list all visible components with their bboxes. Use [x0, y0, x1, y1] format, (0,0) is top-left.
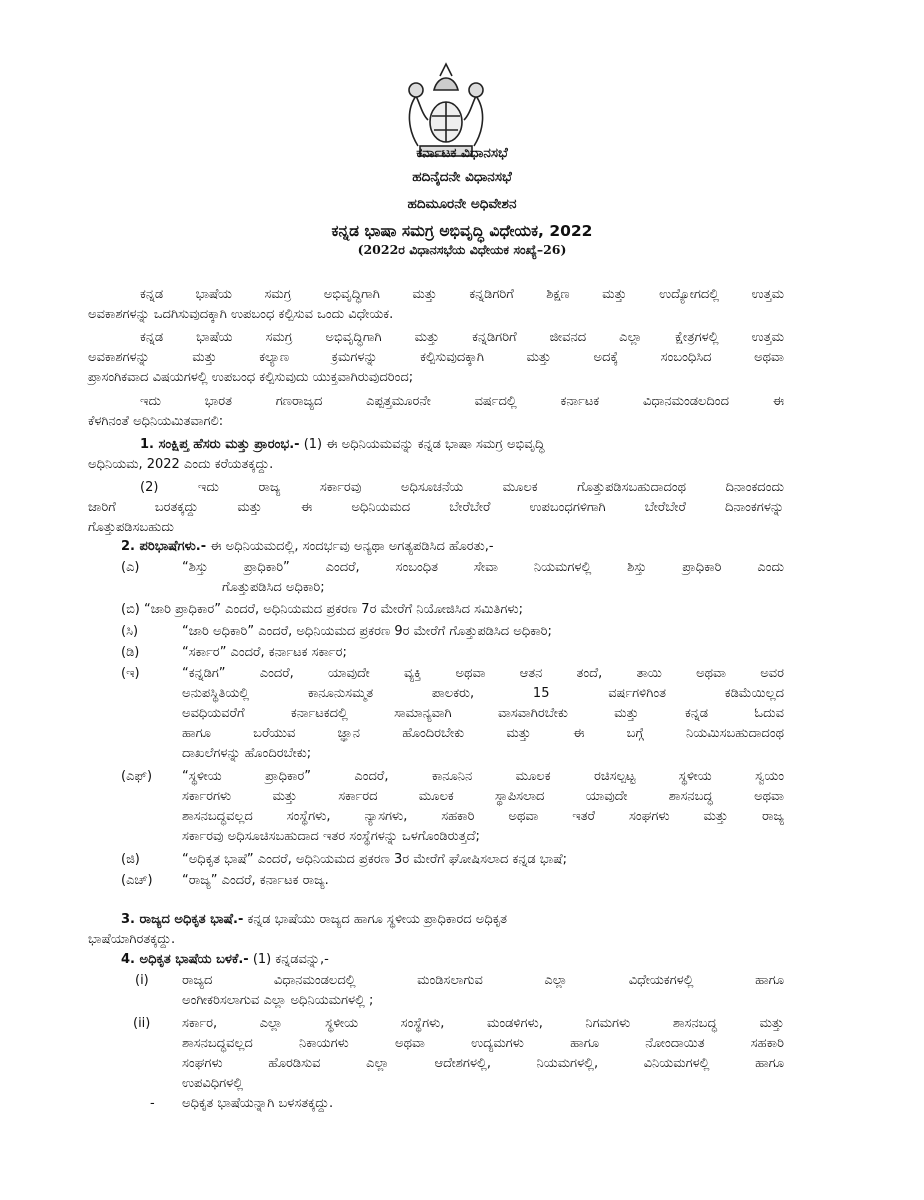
- clause-label: (ಎಫ್): [121, 769, 153, 784]
- bill-number: (2022ರ ವಿಧಾನಸಭೆಯ ವಿಧೇಯಕ ಸಂಖ್ಯೆ–26): [357, 242, 567, 257]
- definition-line: ಅವಧಿಯವರೆಗೆ ಕರ್ನಾಟಕದಲ್ಲಿ ಸಾಮಾನ್ಯವಾಗಿ ವಾಸವಾಗಿರಬೇಕು ಮತ್ತು ಕನ್ನಡ ಓದುವ: [182, 706, 784, 721]
- definition-line: “ಅಧಿಕೃತ ಭಾಷೆ” ಎಂದರೆ, ಅಧಿನಿಯಮದ ಪ್ರಕರಣ 3ರ ಮೇರೆಗೆ ಘೋಷಿಸಲಾದ ಕನ್ನಡ ಭಾಷೆ;: [182, 852, 567, 867]
- section-1-heading: 1. ಸಂಕ್ಷಿಪ್ತ ಹೆಸರು ಮತ್ತು ಪ್ರಾರಂಭ.-: [140, 437, 300, 452]
- definition-line: ಗೊತ್ತುಪಡಿಸಿದ ಅಧಿಕಾರಿ;: [222, 580, 325, 595]
- section-1-line: ಗೊತ್ತುಪಡಿಸಬಹುದು: [88, 520, 174, 535]
- definition-line: ಹಾಗೂ ಬರೆಯುವ ಜ್ಞಾನ ಹೊಂದಿರಬೇಕು ಮತ್ತು ಈ ಬಗ್ಗೆ ನಿಯಮಿಸಬಹುದಾದಂಥ: [182, 726, 784, 741]
- clause-label: (ಎ): [121, 560, 140, 575]
- definition-line: ಸರ್ಕಾರಗಳು ಮತ್ತು ಸರ್ಕಾರದ ಮೂಲಕ ಸ್ಥಾಪಿಸಲಾದ ಯಾವುದೇ ಶಾಸನಬದ್ಧ ಅಥವಾ: [182, 789, 784, 804]
- preamble-line: ಕನ್ನಡ ಭಾಷೆಯ ಸಮಗ್ರ ಅಭಿವೃದ್ಧಿಗಾಗಿ ಮತ್ತು ಕನ್ನಡಿಗರಿಗೆ ಶಿಕ್ಷಣ ಮತ್ತು ಉದ್ಯೋಗದಲ್ಲಿ ಉತ್ತಮ: [140, 287, 784, 302]
- usage-line: ಅಧಿಕೃತ ಭಾಷೆಯನ್ನಾಗಿ ಬಳಸತಕ್ಕದ್ದು.: [182, 1096, 334, 1111]
- assembly-name: ಕರ್ನಾಟಕ ವಿಧಾನಸಭೆ: [416, 145, 508, 161]
- definition-line: ಶಾಸನಬದ್ಧವಲ್ಲದ ಸಂಸ್ಥೆಗಳು, ನ್ಯಾಸಗಳು, ಸಹಕಾರಿ ಅಥವಾ ಇತರೆ ಸಂಘಗಳು ಮತ್ತು ರಾಜ್ಯ: [182, 809, 784, 824]
- usage-line: ರಾಜ್ಯದ ವಿಧಾನಮಂಡಲದಲ್ಲಿ ಮಂಡಿಸಲಾಗುವ ಎಲ್ಲಾ ವಿಧೇಯಕಗಳಲ್ಲಿ ಹಾಗೂ: [182, 973, 784, 988]
- preamble-line: ಕೆಳಗಿನಂತೆ ಅಧಿನಿಯಮಿತವಾಗಲಿ:: [88, 414, 224, 429]
- usage-line: ಶಾಸನಬದ್ಧವಲ್ಲದ ನಿಕಾಯಗಳು ಅಥವಾ ಉದ್ಯಮಗಳು ಹಾಗೂ ನೋಂದಾಯಿತ ಸಹಕಾರಿ: [182, 1036, 784, 1051]
- assembly-term: ಹದಿನೈದನೇ ವಿಧಾನಸಭೆ: [412, 169, 512, 185]
- preamble-line: ಅವಕಾಶಗಳನ್ನು ಒದಗಿಸುವುದಕ್ಕಾಗಿ ಉಪಬಂಧ ಕಲ್ಪಿಸುವ ಒಂದು ವಿಧೇಯಕ.: [88, 307, 394, 322]
- section-1-line: [140, 435, 544, 455]
- usage-line: ಸರ್ಕಾರ, ಎಲ್ಲಾ ಸ್ಥಳೀಯ ಸಂಸ್ಥೆಗಳು, ಮಂಡಳಿಗಳು, ನಿಗಮಗಳು ಶಾಸನಬದ್ಧ ಮತ್ತು: [182, 1016, 784, 1031]
- definition-line: “ಜಾರಿ ಅಧಿಕಾರಿ” ಎಂದರೆ, ಅಧಿನಿಯಮದ ಪ್ರಕರಣ 9ರ ಮೇರೆಗೆ ಗೊತ್ತುಪಡಿಸಿದ ಅಧಿಕಾರಿ;: [182, 624, 552, 639]
- section-4-intro: (1) ಕನ್ನಡವನ್ನು,-: [248, 952, 329, 967]
- section-1-line: ಅಧಿನಿಯಮ, 2022 ಎಂದು ಕರೆಯತಕ್ಕದ್ದು.: [88, 457, 274, 472]
- section-1-line: (2) ಇದು ರಾಜ್ಯ ಸರ್ಕಾರವು ಅಧಿಸೂಚನೆಯ ಮೂಲಕ ಗೊತ್ತುಪಡಿಸಬಹುದಾದಂಥ ದಿನಾಂಕದಂದು: [140, 480, 784, 495]
- section-3-text: ಕನ್ನಡ ಭಾಷೆಯು ರಾಜ್ಯದ ಹಾಗೂ ಸ್ಥಳೀಯ ಪ್ರಾಧಿಕಾರದ ಅಧಿಕೃತ: [243, 912, 507, 927]
- preamble-line: ಪ್ರಾಸಂಗಿಕವಾದ ವಿಷಯಗಳಲ್ಲಿ ಉಪಬಂಧ ಕಲ್ಪಿಸುವುದು ಯುಕ್ತವಾಗಿರುವುದರಿಂದ;: [88, 370, 414, 385]
- preamble-line: ಅವಕಾಶಗಳನ್ನು ಮತ್ತು ಕಲ್ಯಾಣ ಕ್ರಮಗಳನ್ನು ಕಲ್ಪಿಸುವುದಕ್ಕಾಗಿ ಮತ್ತು ಅದಕ್ಕೆ ಸಂಬಂಧಿಸಿದ ಅಥವಾ: [88, 350, 784, 365]
- section-3-heading: 3. ರಾಜ್ಯದ ಅಧಿಕೃತ ಭಾಷೆ.-: [121, 912, 244, 927]
- section-2-heading: 2. ಪರಿಭಾಷೆಗಳು.-: [121, 539, 207, 554]
- section-4-heading: 4. ಅಧಿಕೃತ ಭಾಷೆಯ ಬಳಕೆ.-: [121, 952, 249, 967]
- usage-line: ಉಪವಿಧಿಗಳಲ್ಲಿ: [182, 1076, 244, 1091]
- section-2-intro: ಈ ಅಧಿನಿಯಮದಲ್ಲಿ, ಸಂದರ್ಭವು ಅನ್ಯಥಾ ಅಗತ್ಯಪಡಿಸಿದ ಹೊರತು,-: [206, 539, 494, 554]
- definition-line: ಅನುಪಸ್ಥಿತಿಯಲ್ಲಿ ಕಾನೂನುಸಮ್ಮತ ಪಾಲಕರು, 15 ವರ್ಷಗಳಿಗಿಂತ ಕಡಿಮೆಯಿಲ್ಲದ: [182, 686, 784, 701]
- clause-label: (ಎಚ್): [121, 873, 153, 888]
- section-1-text: (1) ಈ ಅಧಿನಿಯಮವನ್ನು ಕನ್ನಡ ಭಾಷಾ ಸಮಗ್ರ ಅಭಿವೃದ್ಧಿ: [299, 437, 545, 452]
- usage-line: ಸಂಘಗಳು ಹೊರಡಿಸುವ ಎಲ್ಲಾ ಆದೇಶಗಳಲ್ಲಿ, ನಿಯಮಗಳಲ್ಲಿ, ವಿನಿಯಮಗಳಲ್ಲಿ ಹಾಗೂ: [182, 1056, 784, 1071]
- session-name: ಹದಿಮೂರನೇ ಅಧಿವೇಶನ: [407, 196, 517, 212]
- clause-label: (ಸಿ): [121, 624, 139, 639]
- definition-line: “ಶಿಸ್ತು ಪ್ರಾಧಿಕಾರಿ” ಎಂದರೆ, ಸಂಬಂಧಿತ ಸೇವಾ ನಿಯಮಗಳಲ್ಲಿ ಶಿಸ್ತು ಪ್ರಾಧಿಕಾರಿ ಎಂದು: [182, 560, 784, 575]
- definition-line: (ಬಿ) “ಜಾರಿ ಪ್ರಾಧಿಕಾರ” ಎಂದರೆ, ಅಧಿನಿಯಮದ ಪ್ರಕರಣ 7ರ ಮೇರೆಗೆ ನಿಯೋಜಿಸಿದ ಸಮಿತಿಗಳು;: [121, 602, 523, 617]
- preamble-line: ಕನ್ನಡ ಭಾಷೆಯ ಸಮಗ್ರ ಅಭಿವೃದ್ಧಿಗಾಗಿ ಮತ್ತು ಕನ್ನಡಿಗರಿಗೆ ಜೀವನದ ಎಲ್ಲಾ ಕ್ಷೇತ್ರಗಳಲ್ಲಿ ಉತ್ತಮ: [140, 330, 784, 345]
- clause-label: (ii): [133, 1016, 151, 1031]
- definition-line: ಸರ್ಕಾರವು ಅಧಿಸೂಚಿಸಬಹುದಾದ ಇತರ ಸಂಸ್ಥೆಗಳನ್ನು ಒಳಗೊಂಡಿರುತ್ತದೆ;: [182, 829, 480, 844]
- clause-label: (i): [135, 973, 149, 988]
- section-4-line: [121, 950, 329, 970]
- definition-line: “ರಾಜ್ಯ” ಎಂದರೆ, ಕರ್ನಾಟಕ ರಾಜ್ಯ.: [182, 873, 329, 888]
- clause-label: (ಡಿ): [121, 645, 140, 660]
- section-3-line: ಭಾಷೆಯಾಗಿರತಕ್ಕದ್ದು.: [88, 932, 176, 947]
- clause-label: (ಇ): [121, 666, 140, 681]
- definition-line: ದಾಖಲೆಗಳನ್ನು ಹೊಂದಿರಬೇಕು;: [182, 746, 312, 761]
- dash-marker: -: [150, 1096, 155, 1111]
- usage-line: ಅಂಗೀಕರಿಸಲಾಗುವ ಎಲ್ಲಾ ಅಧಿನಿಯಮಗಳಲ್ಲಿ ;: [182, 993, 374, 1008]
- definition-line: “ಕನ್ನಡಿಗ” ಎಂದರೆ, ಯಾವುದೇ ವ್ಯಕ್ತಿ ಅಥವಾ ಆತನ ತಂದೆ, ತಾಯಿ ಅಥವಾ ಅವರ: [182, 666, 784, 681]
- section-2-line: [121, 537, 494, 557]
- section-3-line: [121, 910, 784, 930]
- clause-label: (ಜಿ): [121, 852, 140, 867]
- bill-title: ಕನ್ನಡ ಭಾಷಾ ಸಮಗ್ರ ಅಭಿವೃದ್ಧಿ ವಿಧೇಯಕ, 2022: [331, 222, 593, 240]
- definition-line: “ಸ್ಥಳೀಯ ಪ್ರಾಧಿಕಾರ” ಎಂದರೆ, ಕಾನೂನಿನ ಮೂಲಕ ರಚಿಸಲ್ಪಟ್ಟ ಸ್ಥಳೀಯ ಸ್ವಯಂ: [182, 769, 784, 784]
- preamble-line: ಇದು ಭಾರತ ಗಣರಾಜ್ಯದ ಎಪ್ಪತ್ತಮೂರನೇ ವರ್ಷದಲ್ಲಿ ಕರ್ನಾಟಕ ವಿಧಾನಮಂಡಲದಿಂದ ಈ: [140, 394, 784, 409]
- definition-line: “ಸರ್ಕಾರ” ಎಂದರೆ, ಕರ್ನಾಟಕ ಸರ್ಕಾರ;: [182, 645, 347, 660]
- section-1-line: ಜಾರಿಗೆ ಬರತಕ್ಕದ್ದು ಮತ್ತು ಈ ಅಧಿನಿಯಮದ ಬೇರೆಬೇರೆ ಉಪಬಂಧಗಳಿಗಾಗಿ ಬೇರೆಬೇರೆ ದಿನಾಂಕಗಳನ್ನು: [88, 500, 784, 515]
